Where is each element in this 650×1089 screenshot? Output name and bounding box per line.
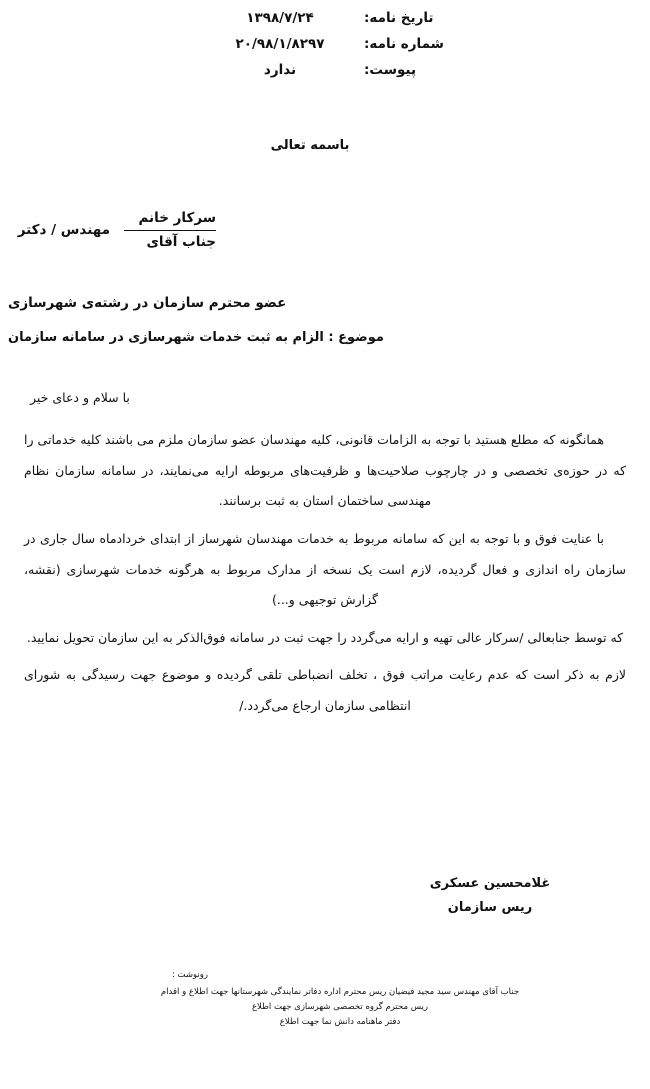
signature-title: ریس سازمان (447, 900, 533, 916)
body-paragraph-2: با عنایت فوق و با توجه به این که سامانه مربوط به خدمات مهندسان شهرساز از ابتدای خردادماه سال جاری در سازمان راه اندازی و فعال گردیده، لازم است یک نسخه از مدارک مربوط به هرگونه خدمات شهرسازی (نقشه، گزارش توجیهی و...) (24, 530, 626, 608)
signature-name: غلامحسین عسکری (429, 876, 551, 891)
letter-body (24, 425, 626, 729)
carbon-copy-item: جناب آقای مهندس سید مجید فیضیان ریس محترم اداره دفاتر نمایندگی شهرستانها جهت اطلاع و اقدام (160, 986, 520, 997)
letter-number-label: شماره نامه: (364, 36, 444, 52)
carbon-copy-label: رونوشت : (171, 970, 208, 980)
addressee-title-options: مهندس / دکتر (17, 222, 110, 239)
carbon-copy-item: ریس محترم گروه تخصصی شهرسازی جهت اطلاع (251, 1001, 429, 1012)
meta-row-date (168, 10, 468, 36)
body-paragraph-3: که توسط جنابعالی /سرکار عالی تهیه و ارایه می‌گردد را جهت ثبت در سامانه فوق‌الذکر به این سازمان تحویل نمایید. (26, 629, 624, 645)
attachment-label: پیوست: (364, 62, 417, 78)
meta-row-attachment (168, 62, 468, 88)
addressee-block (0, 208, 620, 253)
subject-line: موضوع : الزام به ثبت خدمات شهرسازی در سامانه سازمان (8, 330, 384, 345)
body-paragraph-1: همانگونه که مطلع هستید با توجه به الزامات قانونی، کلیه مهندسان عضو سازمان ملزم می باشند کلیه خدماتی را که در حوزه‌ی تخصصی و در چارچوب صلاحیت‌ها و ظرفیت‌های مربوطه ارایه می‌نمایند، در سامانه سازمان نظام مهندسی ساختمان استان به ثبت برسانند. (24, 432, 626, 509)
salutation-line: با سلام و دعای خیر (30, 390, 130, 405)
carbon-copy-block (60, 968, 620, 1030)
basmala-heading: باسمه تعالی (270, 138, 350, 153)
body-paragraph-4: لازم به ذکر است که عدم رعایت مراتب فوق ، تخلف انضباطی تلقی گردیده و موضوع جهت رسیدگی به شورای انتظامی سازمان ارجاع می‌گردد./ (24, 667, 626, 713)
date-label: تاریخ نامه: (364, 10, 434, 26)
addressee-line-top: سرکار خانم (138, 210, 216, 226)
attachment-value: ندارد (263, 62, 297, 78)
meta-row-number (168, 36, 468, 62)
letter-meta-block (168, 10, 468, 88)
addressee-salutation-stack (124, 208, 216, 253)
carbon-copy-item: دفتر ماهنامه دانش نما جهت اطلاع (279, 1016, 401, 1027)
carbon-copy-list (60, 985, 620, 1030)
date-value: ۱۳۹۸/۷/۲۴ (246, 10, 314, 26)
signature-block (370, 872, 610, 920)
letter-number-value: ۲۰/۹۸/۱/۸۲۹۷ (235, 36, 325, 52)
addressee-member-line: عضو محترم سازمان در رشته‌ی شهرسازی (8, 295, 287, 311)
addressee-line-bottom: جناب آقای (146, 233, 216, 250)
addressee-divider (124, 230, 216, 231)
